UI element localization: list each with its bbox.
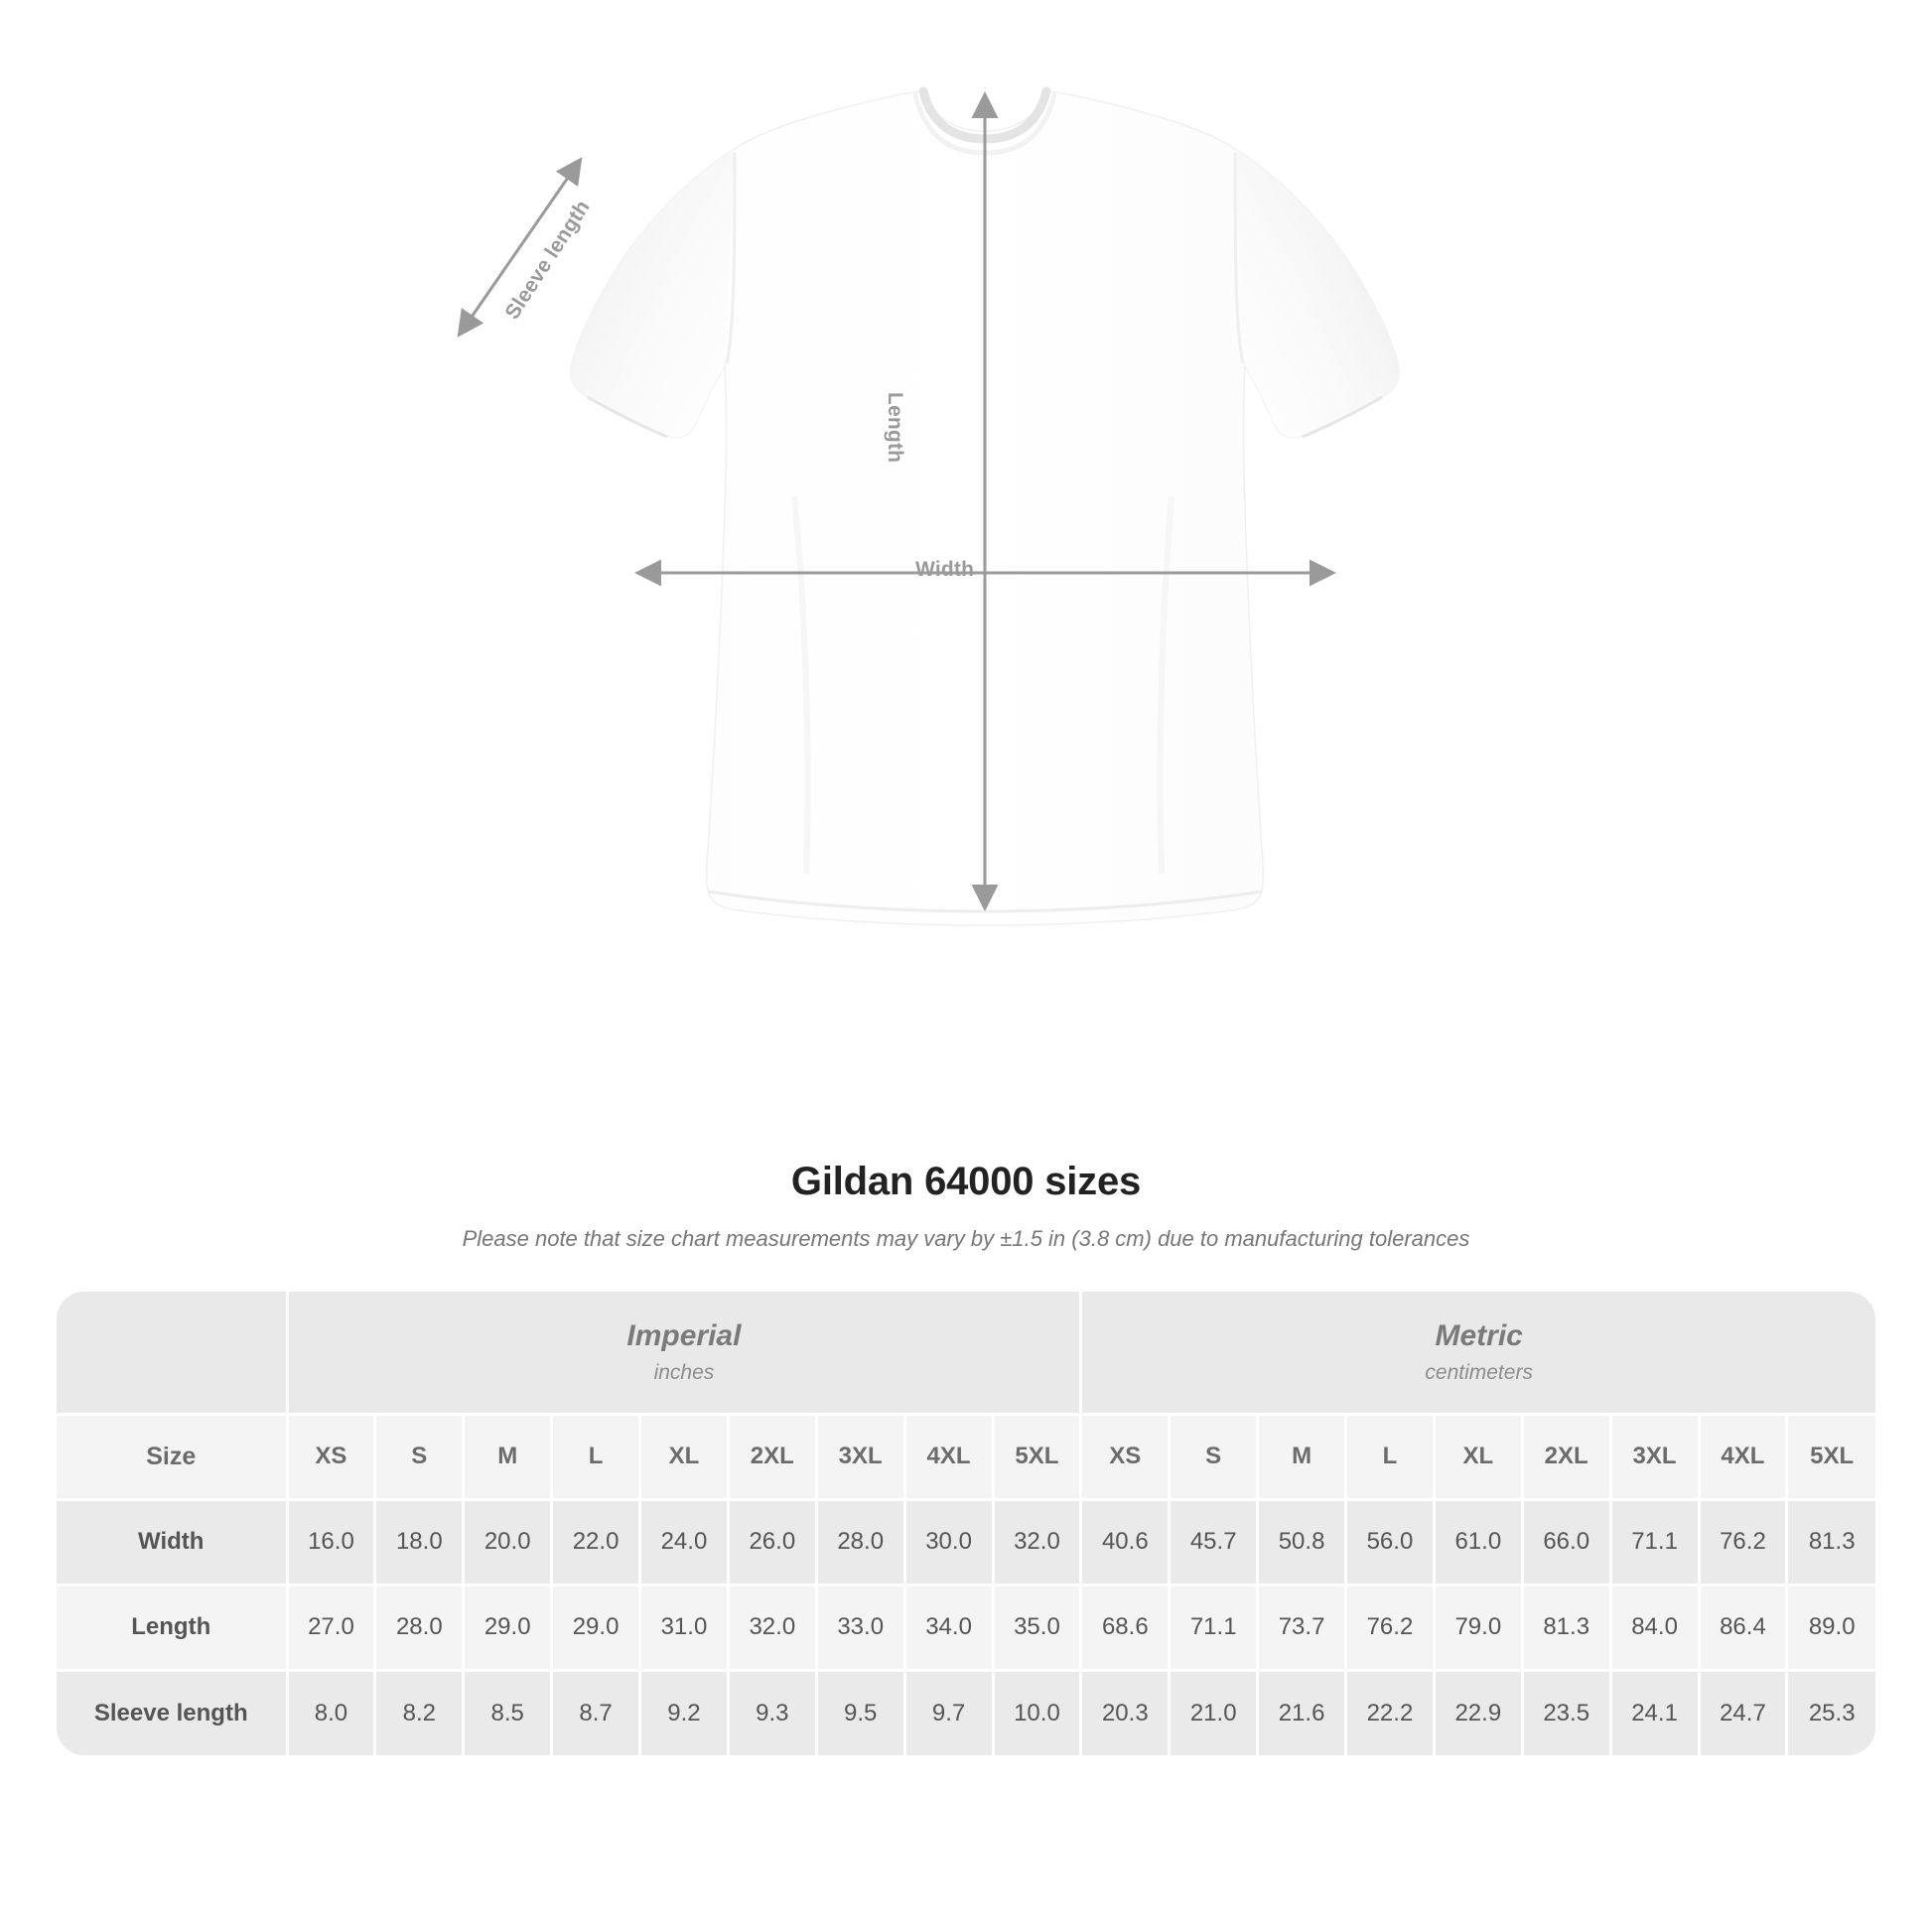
value-cell: 8.7 [552,1670,640,1755]
table-row-sizes [57,1414,1875,1499]
row-header-width: Width [57,1499,287,1585]
value-cell: 35.0 [993,1585,1081,1670]
value-cell: 89.0 [1787,1585,1875,1670]
value-cell: 56.0 [1346,1499,1435,1585]
value-cell: 23.5 [1522,1670,1610,1755]
value-cell: 71.1 [1610,1499,1699,1585]
value-cell: 24.7 [1699,1670,1787,1755]
size-chart-table [57,1292,1875,1755]
value-cell: 66.0 [1522,1499,1610,1585]
size-cell: 3XL [1610,1414,1699,1499]
value-cell: 25.3 [1787,1670,1875,1755]
row-header-length: Length [57,1585,287,1670]
size-cell: XS [287,1414,375,1499]
value-cell: 9.2 [640,1670,729,1755]
tolerance-note: Please note that size chart measurements may vary by ±1.5 in (3.8 cm) due to manufacturing tolerances [462,1226,1470,1251]
value-cell: 33.0 [816,1585,904,1670]
value-cell: 22.0 [552,1499,640,1585]
size-cell: 2XL [1522,1414,1610,1499]
size-cell: 5XL [1787,1414,1875,1499]
value-cell: 76.2 [1346,1585,1435,1670]
value-cell: 28.0 [375,1585,464,1670]
row-header-size: Size [57,1414,287,1499]
unit-header-spacer [57,1292,287,1414]
unit-header-metric [1081,1292,1875,1414]
value-cell: 9.5 [816,1670,904,1755]
value-cell: 81.3 [1787,1499,1875,1585]
value-cell: 40.6 [1081,1499,1170,1585]
value-cell: 71.1 [1170,1585,1258,1670]
value-cell: 79.0 [1434,1585,1522,1670]
value-cell: 8.2 [375,1670,464,1755]
size-cell: S [375,1414,464,1499]
value-cell: 84.0 [1610,1585,1699,1670]
value-cell: 81.3 [1522,1585,1610,1670]
size-cell: 3XL [816,1414,904,1499]
value-cell: 8.0 [287,1670,375,1755]
value-cell: 20.3 [1081,1670,1170,1755]
value-cell: 22.2 [1346,1670,1435,1755]
size-cell: L [552,1414,640,1499]
value-cell: 50.8 [1258,1499,1346,1585]
size-cell: L [1346,1414,1435,1499]
value-cell: 22.9 [1434,1670,1522,1755]
page-title: Gildan 64000 sizes [790,1160,1142,1203]
value-cell: 10.0 [993,1670,1081,1755]
value-cell: 18.0 [375,1499,464,1585]
value-cell: 8.5 [464,1670,552,1755]
unit-header-row [57,1292,1875,1414]
value-cell: 21.6 [1258,1670,1346,1755]
value-cell: 24.0 [640,1499,729,1585]
table-row-width [57,1499,1875,1585]
value-cell: 30.0 [904,1499,993,1585]
value-cell: 73.7 [1258,1585,1346,1670]
label-sleeve-length: Sleeve length [500,196,595,324]
unit-metric-sub: centimeters [1425,1360,1533,1384]
value-cell: 86.4 [1699,1585,1787,1670]
value-cell: 20.0 [464,1499,552,1585]
size-cell: S [1170,1414,1258,1499]
row-header-sleeve-length: Sleeve length [57,1670,287,1755]
size-cell: 4XL [1699,1414,1787,1499]
size-cell: XS [1081,1414,1170,1499]
value-cell: 29.0 [464,1585,552,1670]
value-cell: 32.0 [993,1499,1081,1585]
value-cell: 24.1 [1610,1670,1699,1755]
value-cell: 45.7 [1170,1499,1258,1585]
value-cell: 9.3 [728,1670,816,1755]
value-cell: 68.6 [1081,1585,1170,1670]
value-cell: 61.0 [1434,1499,1522,1585]
unit-metric-title: Metric [1435,1319,1523,1352]
value-cell: 28.0 [816,1499,904,1585]
value-cell: 16.0 [287,1499,375,1585]
value-cell: 32.0 [728,1585,816,1670]
size-cell: XL [1434,1414,1522,1499]
size-cell: M [1258,1414,1346,1499]
size-cell: M [464,1414,552,1499]
size-cell: 5XL [993,1414,1081,1499]
value-cell: 27.0 [287,1585,375,1670]
value-cell: 31.0 [640,1585,729,1670]
value-cell: 26.0 [728,1499,816,1585]
size-cell: XL [640,1414,729,1499]
size-cell: 4XL [904,1414,993,1499]
value-cell: 29.0 [552,1585,640,1670]
label-length: Length [884,392,906,464]
value-cell: 21.0 [1170,1670,1258,1755]
size-cell: 2XL [728,1414,816,1499]
table-row-length [57,1585,1875,1670]
value-cell: 76.2 [1699,1499,1787,1585]
unit-imperial-sub: inches [653,1360,715,1384]
unit-imperial-title: Imperial [626,1319,742,1352]
size-chart-table-container [57,1292,1875,1755]
unit-header-imperial [287,1292,1081,1414]
table-row-sleeve-length [57,1670,1875,1755]
value-cell: 9.7 [904,1670,993,1755]
value-cell: 34.0 [904,1585,993,1670]
label-width: Width [915,558,975,581]
